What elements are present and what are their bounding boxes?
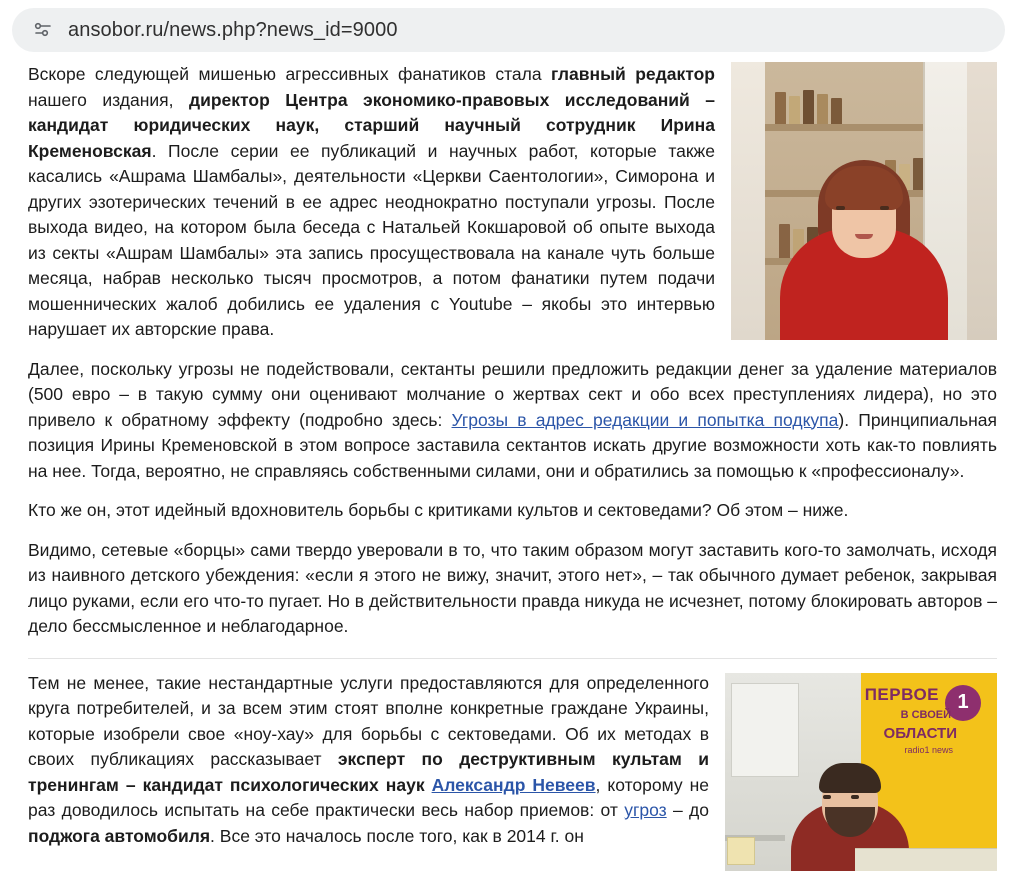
banner-line-1: ПЕРВОЕ	[864, 684, 939, 704]
body-text: Кто же он, этот идейный вдохновитель борьбы с критиками культов и сектоведами? Об этом – ниже.	[28, 500, 849, 520]
body-text: Вскоре следующей мишенью агрессивных фанатиков стала	[28, 64, 552, 84]
paragraph-4	[28, 538, 997, 640]
article-section-1	[28, 62, 997, 654]
bold-text: директор	[189, 89, 270, 110]
body-text: . Все это началось после того, как в 2014 г. он	[210, 825, 584, 846]
page-info-icon[interactable]	[30, 17, 56, 43]
browser-page	[0, 8, 1017, 846]
body-text: Видимо, сетевые «борцы» сами твердо уверовали в то, что таким образом могут заставить кого-то замолчать, исходя из наивного детского убеждения: «если я этого не вижу, значит, этого нет», – так обычного думает ребенок, закрывая лицо руками, если его что-то пугает. Но в действительности правда никуда не исчезнет, потому блокировать авторов – дело бессмысленное и неблагодарное.	[28, 539, 997, 636]
inline-link[interactable]: Угрозы в адрес редакции и попытка подкупа	[451, 409, 839, 430]
paragraph-3	[28, 498, 997, 524]
portrait-woman-red-dress	[731, 62, 997, 340]
url-text: ansobor.ru/news.php?news_id=9000	[68, 18, 398, 41]
address-bar[interactable]	[12, 8, 1005, 52]
banner-badge: 1	[945, 685, 981, 721]
bold-text: поджога автомобиля	[28, 825, 211, 846]
body-text: нашего издания,	[28, 89, 189, 110]
article-body	[0, 52, 1017, 877]
banner-line-2: В СВОЕЙ	[900, 708, 951, 721]
body-text: ). Принципиальная позиция Ирины Кременовской в этом вопросе заставила сектантов искать другие возможности хоть как-то повлиять на нее. Тогда, вероятно, не справляясь собственными силами, они и обратились за помощью к «профессионалу».	[28, 409, 997, 481]
body-text: – до	[666, 800, 709, 820]
bold-text: эксперт по деструктивным культам и тренингам – кандидат психологических наук	[28, 749, 709, 795]
paragraph-2	[28, 357, 997, 485]
article-section-2	[28, 669, 997, 877]
section-divider	[28, 658, 997, 659]
banner-line-3: ОБЛАСТИ	[883, 724, 957, 742]
body-text: . После серии ее публикаций и научных работ, которые также касались «Ашрама Шамбалы», деятельности «Церкви Саентологии», Симорона и других эзотерических течений в ее адрес неоднократно поступали угрозы. После выхода видео, на котором была беседа с Натальей Кокшаровой об опыте выхода из секты «Ашрам Шамбалы» эта запись просуществовала на канале чуть больше месяца, набрав несколько тысяч просмотров, а потом фанатики путем подачи мошеннических жалоб добились ее удаления с Youtube – якобы это интервью нарушает их авторские права.	[28, 140, 715, 339]
banner-line-4: radio1 news	[904, 744, 953, 755]
banner-caption	[855, 848, 997, 871]
body-text: Далее, поскольку угрозы не подействовали, сектанты решили предложить редакции денег за удаление материалов (500 евро – в такую сумму они оценивают молчание о жертвах сект и обо всех преступлениях лидера), но это привело к обратному эффекту (подробно здесь:	[28, 358, 997, 430]
body-text: , которому не раз доводилось испытать на себе практически весь набор приемов: от	[28, 774, 709, 820]
inline-link[interactable]: угроз	[624, 800, 667, 820]
bold-text: главный редактор	[551, 64, 715, 84]
portrait-man-yellow-banner	[725, 673, 997, 871]
bold-text: Центра экономико-правовых исследований – кандидат юридических наук, старший научный сотрудник Ирина Кременовская	[28, 89, 716, 161]
body-text: Тем не менее, такие нестандартные услуги предоставляются для определенного круга потребителей, и за всем этим стоят вполне конкретные граждане Украины, которые изобрели свое «ноу-хау» для борьбы с сектоведами. Об их методах в своих публикациях рассказывает	[28, 672, 709, 769]
inline-link[interactable]: Александр Невеев	[431, 774, 596, 795]
